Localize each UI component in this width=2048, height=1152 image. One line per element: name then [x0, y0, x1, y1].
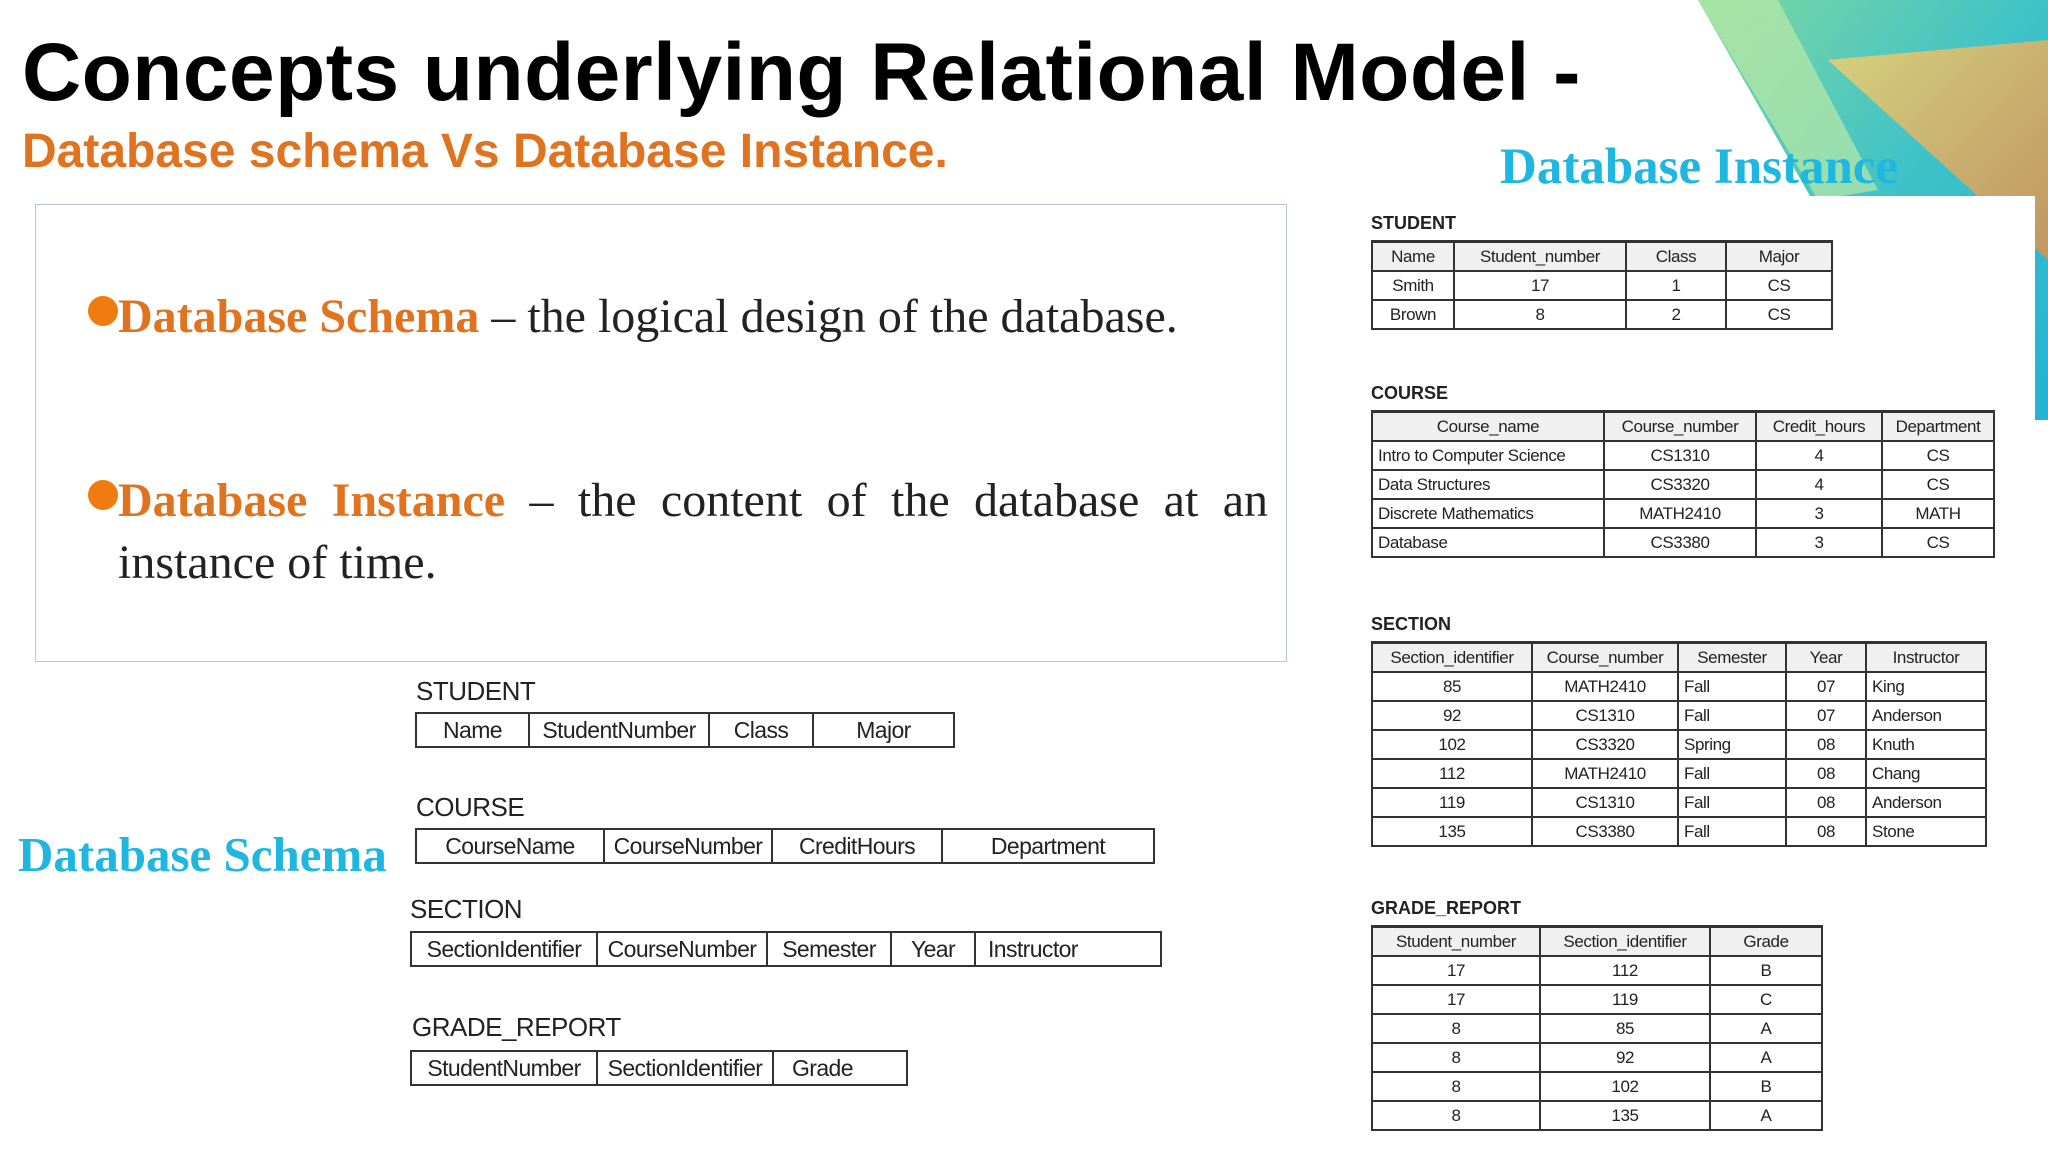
table-cell: CS3320: [1604, 470, 1756, 499]
schema-table-course: [415, 828, 1155, 864]
schema-table-name: COURSE: [416, 792, 525, 822]
column-header: Course_name: [1372, 412, 1604, 442]
schema-column: Major: [856, 717, 911, 743]
column-header: Course_number: [1604, 412, 1756, 442]
table-row: [1372, 441, 1994, 470]
table-cell: MATH: [1882, 499, 1994, 528]
table-cell: 1: [1626, 271, 1726, 300]
table-cell: CS1310: [1532, 701, 1678, 730]
table-cell: B: [1710, 956, 1822, 985]
table-row: [1372, 985, 1822, 1014]
table-cell: 08: [1786, 788, 1866, 817]
table-cell: Knuth: [1866, 730, 1986, 759]
table-cell: 92: [1540, 1043, 1710, 1072]
table-cell: 8: [1372, 1014, 1540, 1043]
table-cell: CS3380: [1532, 817, 1678, 846]
table-cell: 3: [1756, 528, 1882, 557]
table-cell: CS: [1726, 271, 1832, 300]
schema-column: CourseName: [417, 830, 605, 862]
slide-subtitle: Database schema Vs Database Instance.: [22, 125, 948, 178]
table-cell: Fall: [1678, 759, 1786, 788]
column-header: Student_number: [1372, 927, 1540, 957]
bullet-text: – the logical design of the database.: [479, 290, 1178, 343]
table-cell: Fall: [1678, 817, 1786, 846]
bullet-schema: [118, 286, 1268, 348]
table-row: [1372, 1043, 1822, 1072]
table-cell: 07: [1786, 701, 1866, 730]
table-cell: 85: [1540, 1014, 1710, 1043]
table-cell: 119: [1372, 788, 1532, 817]
schema-column: Year: [892, 933, 976, 965]
instance-label: Database Instance: [1500, 139, 1899, 195]
table-cell: 112: [1372, 759, 1532, 788]
table-row: [1372, 1072, 1822, 1101]
column-header: Department: [1882, 412, 1994, 442]
table-cell: CS1310: [1532, 788, 1678, 817]
table-cell: B: [1710, 1072, 1822, 1101]
table-cell: 2: [1626, 300, 1726, 329]
schema-column: CreditHours: [773, 830, 943, 862]
table-cell: Anderson: [1866, 701, 1986, 730]
schema-column: Department: [990, 833, 1106, 859]
bullet-term: Database Schema: [118, 290, 480, 343]
table-cell: 135: [1540, 1101, 1710, 1130]
table-cell: Fall: [1678, 672, 1786, 701]
table-cell: Chang: [1866, 759, 1986, 788]
table-row: [1372, 730, 1986, 759]
schema-column: StudentNumber: [412, 1052, 598, 1084]
table-cell: 85: [1372, 672, 1532, 701]
table-cell: CS: [1882, 470, 1994, 499]
slide-title: Concepts underlying Relational Model -: [22, 27, 1581, 118]
schema-column: CourseNumber: [598, 933, 768, 965]
table-cell: CS: [1882, 528, 1994, 557]
bullet-instance: [118, 470, 1268, 594]
table-row: [1372, 701, 1986, 730]
table-cell: 17: [1372, 985, 1540, 1014]
table-row: [1372, 470, 1994, 499]
table-cell: 07: [1786, 672, 1866, 701]
table-cell: MATH2410: [1532, 672, 1678, 701]
table-row: [1372, 672, 1986, 701]
table-cell: 92: [1372, 701, 1532, 730]
column-header: Grade: [1710, 927, 1822, 957]
column-header: Student_number: [1454, 242, 1626, 272]
table-cell: King: [1866, 672, 1986, 701]
table-cell: 8: [1454, 300, 1626, 329]
table-row: [1372, 759, 1986, 788]
column-header: Instructor: [1866, 643, 1986, 673]
schema-column: SectionIdentifier: [412, 933, 598, 965]
table-cell: CS1310: [1604, 441, 1756, 470]
schema-column: Semester: [768, 933, 892, 965]
schema-column: Name: [417, 714, 530, 746]
table-cell: Intro to Computer Science: [1372, 441, 1604, 470]
schema-table-student: [415, 712, 955, 748]
table-row: [1372, 1014, 1822, 1043]
table-row: [1372, 528, 1994, 557]
bullet-term: Database Instance: [118, 474, 506, 527]
table-cell: CS: [1882, 441, 1994, 470]
instance-table-name: GRADE_REPORT: [1371, 898, 1522, 918]
schema-table-name: SECTION: [410, 894, 523, 924]
table-cell: 102: [1540, 1072, 1710, 1101]
table-cell: Brown: [1372, 300, 1454, 329]
schema-column: Instructor: [988, 936, 1078, 962]
schema-column: CourseNumber: [605, 830, 773, 862]
column-header: Course_number: [1532, 643, 1678, 673]
table-cell: 17: [1372, 956, 1540, 985]
column-header: Year: [1786, 643, 1866, 673]
schema-table-name: GRADE_REPORT: [412, 1012, 621, 1042]
table-cell: 135: [1372, 817, 1532, 846]
table-cell: 08: [1786, 730, 1866, 759]
table-cell: Data Structures: [1372, 470, 1604, 499]
table-cell: 8: [1372, 1043, 1540, 1072]
instance-table-name: COURSE: [1371, 383, 1449, 403]
table-cell: 08: [1786, 759, 1866, 788]
table-cell: MATH2410: [1532, 759, 1678, 788]
column-header: Section_identifier: [1372, 643, 1532, 673]
table-row: [1372, 817, 1986, 846]
schema-column: SectionIdentifier: [598, 1052, 774, 1084]
table-cell: Smith: [1372, 271, 1454, 300]
table-cell: Spring: [1678, 730, 1786, 759]
table-cell: A: [1710, 1014, 1822, 1043]
table-cell: Discrete Mathematics: [1372, 499, 1604, 528]
column-header: Name: [1372, 242, 1454, 272]
table-cell: 4: [1756, 470, 1882, 499]
schema-table-name: STUDENT: [416, 676, 536, 706]
table-cell: 8: [1372, 1072, 1540, 1101]
table-cell: 17: [1454, 271, 1626, 300]
instance-table-name: STUDENT: [1371, 213, 1456, 233]
table-cell: A: [1710, 1043, 1822, 1072]
table-cell: 119: [1540, 985, 1710, 1014]
table-cell: 102: [1372, 730, 1532, 759]
table-cell: 4: [1756, 441, 1882, 470]
schema-column: Class: [710, 714, 814, 746]
schema-column: Grade: [792, 1055, 853, 1081]
column-header: Major: [1726, 242, 1832, 272]
instance-table-student: [1371, 240, 1833, 330]
table-row: [1372, 499, 1994, 528]
table-cell: A: [1710, 1101, 1822, 1130]
table-cell: CS3320: [1532, 730, 1678, 759]
table-cell: Database: [1372, 528, 1604, 557]
schema-table-section: [410, 931, 1162, 967]
instance-table-name: SECTION: [1371, 614, 1452, 634]
bullet-text: – the content of the database at an instance of time.: [118, 474, 1268, 589]
bullet-dot: [88, 480, 118, 510]
column-header: Class: [1626, 242, 1726, 272]
table-row: [1372, 1101, 1822, 1130]
table-row: [1372, 956, 1822, 985]
schema-table-grade-report: [410, 1050, 908, 1086]
bullet-dot: [88, 296, 118, 326]
table-row: [1372, 300, 1832, 329]
table-cell: Stone: [1866, 817, 1986, 846]
schema-label: Database Schema: [18, 827, 387, 882]
table-cell: Fall: [1678, 701, 1786, 730]
instance-table-course: [1371, 410, 1995, 558]
table-cell: Fall: [1678, 788, 1786, 817]
table-cell: Anderson: [1866, 788, 1986, 817]
schema-column: StudentNumber: [530, 714, 710, 746]
instance-table-grade-report: [1371, 925, 1823, 1131]
column-header: Semester: [1678, 643, 1786, 673]
table-row: [1372, 271, 1832, 300]
instance-table-section: [1371, 641, 1987, 847]
table-cell: 8: [1372, 1101, 1540, 1130]
column-header: Section_identifier: [1540, 927, 1710, 957]
table-cell: MATH2410: [1604, 499, 1756, 528]
table-cell: CS: [1726, 300, 1832, 329]
table-cell: 3: [1756, 499, 1882, 528]
table-cell: C: [1710, 985, 1822, 1014]
table-cell: CS3380: [1604, 528, 1756, 557]
table-cell: 112: [1540, 956, 1710, 985]
table-row: [1372, 788, 1986, 817]
table-cell: 08: [1786, 817, 1866, 846]
column-header: Credit_hours: [1756, 412, 1882, 442]
